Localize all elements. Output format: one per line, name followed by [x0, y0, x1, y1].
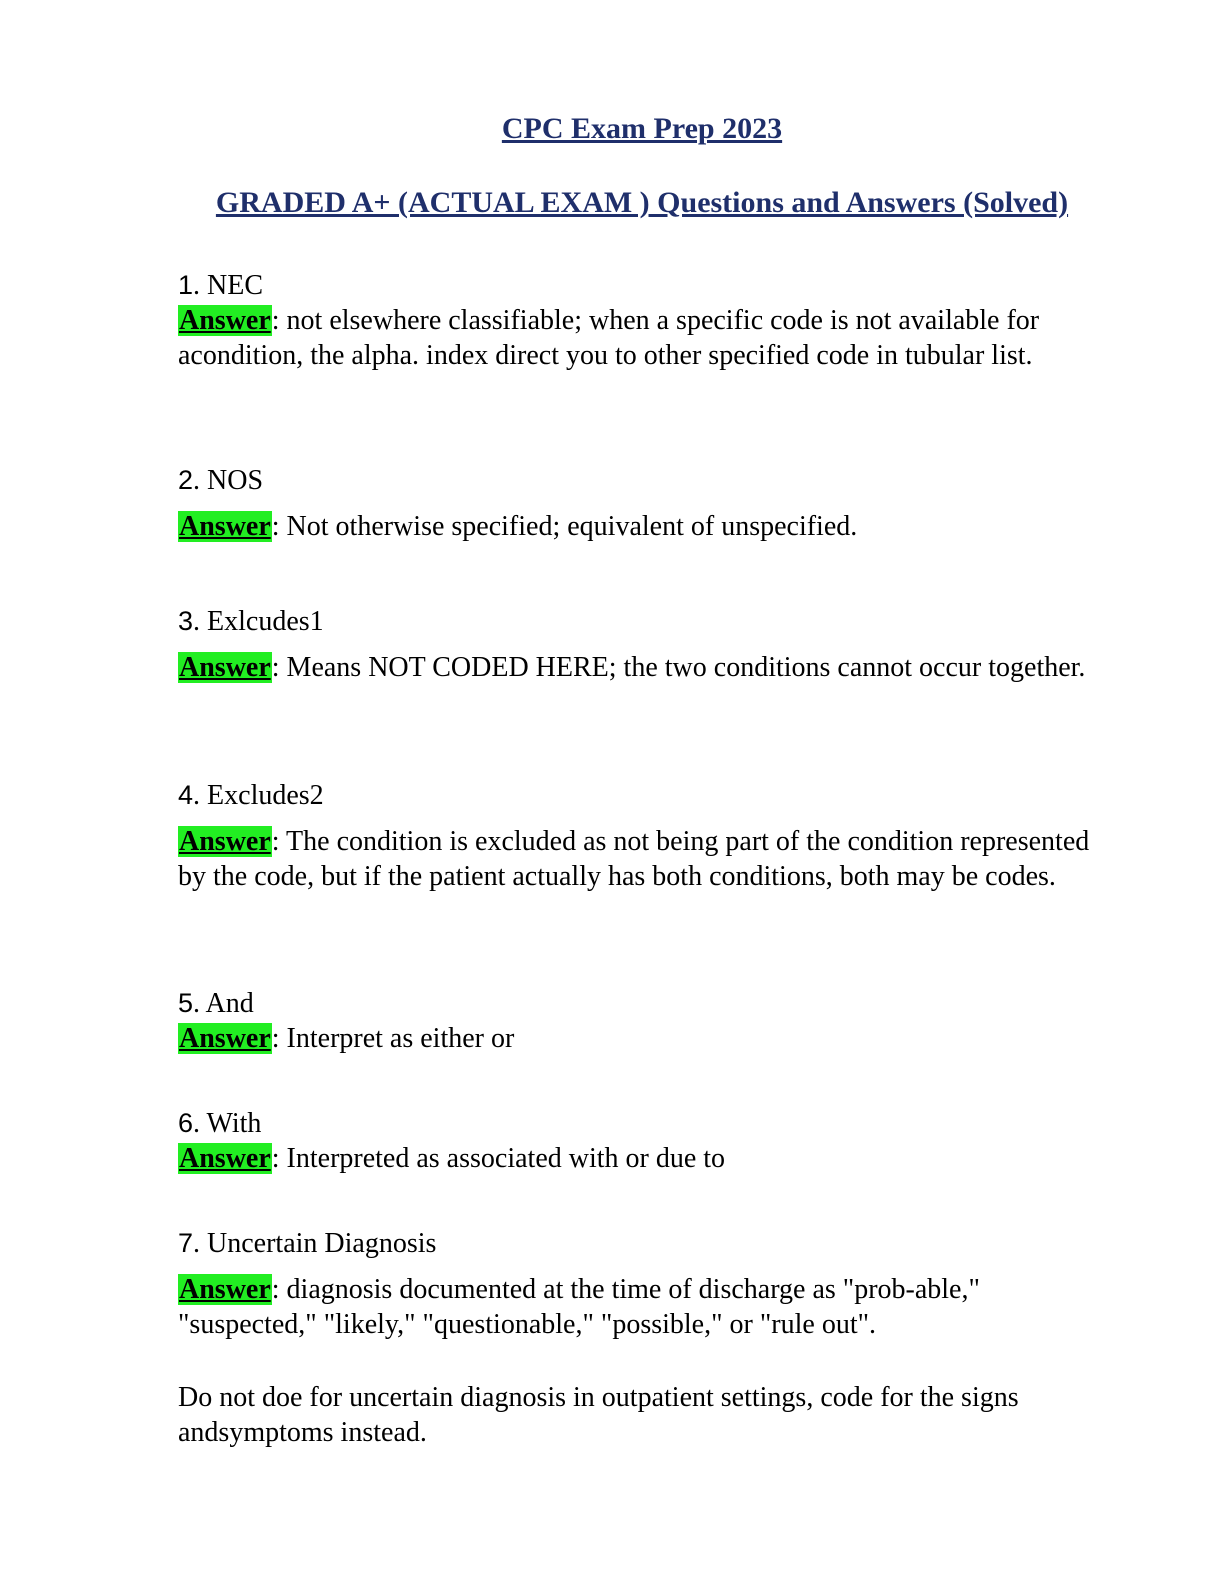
- question-line: 1. NEC: [178, 270, 264, 301]
- answer-label: Answer: [179, 305, 271, 336]
- answer-label: Answer: [179, 1143, 271, 1174]
- question-term: NEC: [207, 270, 264, 301]
- question-number: 1: [178, 270, 194, 300]
- answer-paragraph: [178, 303, 1108, 373]
- qa-item-5: [178, 986, 1108, 1056]
- qa-item-2: [178, 463, 1108, 544]
- question-line: 6. With: [178, 1108, 262, 1139]
- answer-label: Answer: [179, 1274, 271, 1305]
- question-number: 3: [178, 606, 194, 636]
- answer-paragraph: [178, 1141, 1108, 1176]
- question-line: 5. And: [178, 988, 254, 1019]
- answer-label: Answer: [179, 826, 271, 857]
- question-line: 4. Excludes2: [178, 780, 324, 811]
- answer-label: Answer: [179, 652, 271, 683]
- answer-label: Answer: [179, 511, 271, 542]
- answer-text: : Interpret as either or: [271, 1023, 515, 1054]
- answer-text: : Not otherwise specified; equivalent of unspecified.: [271, 511, 858, 542]
- qa-item-3: [178, 604, 1108, 685]
- answer-paragraph: [178, 1272, 1108, 1342]
- answer-text: : The condition is excluded as not being part of the condition represented by the code, but if the patient actually has both conditions, both may be codes.: [178, 826, 1090, 892]
- question-number: 5: [178, 988, 194, 1018]
- question-line: 2. NOS: [178, 465, 264, 496]
- question-term: Uncertain Diagnosis: [207, 1228, 437, 1259]
- qa-item-6: [178, 1106, 1108, 1176]
- question-line: 7. Uncertain Diagnosis: [178, 1228, 437, 1259]
- answer-label: Answer: [179, 1023, 271, 1054]
- answer-text: : Means NOT CODED HERE; the two conditions cannot occur together.: [271, 652, 1086, 683]
- question-term: NOS: [207, 465, 264, 496]
- answer-paragraph: [178, 1021, 1108, 1056]
- question-number: 2: [178, 465, 194, 495]
- question-term: With: [206, 1108, 262, 1139]
- answer-paragraph: [178, 824, 1108, 894]
- answer-paragraph: [178, 509, 1108, 544]
- document-title: CPC Exam Prep 2023: [501, 112, 783, 145]
- document-subtitle: GRADED A+ (ACTUAL EXAM ) Questions and Answers (Solved): [215, 186, 1069, 219]
- closing-note: Do not doe for uncertain diagnosis in outpatient settings, code for the signs andsymptoms instead.: [178, 1382, 1019, 1448]
- qa-item-7: [178, 1226, 1108, 1342]
- question-term: Excludes2: [207, 780, 324, 811]
- qa-item-4: [178, 778, 1108, 894]
- answer-text: : Interpreted as associated with or due to: [271, 1143, 726, 1174]
- question-number: 7: [178, 1228, 194, 1258]
- question-term: And: [205, 988, 254, 1019]
- answer-text: : not elsewhere classifiable; when a specific code is not available for acondition, the alpha. index direct you to other specified code in tubular list.: [178, 305, 1040, 371]
- question-number: 6: [178, 1108, 194, 1138]
- answer-text: : diagnosis documented at the time of discharge as "prob-able," "suspected," "likely," "questionable," "possible," or "rule out".: [178, 1274, 980, 1340]
- question-term: Exlcudes1: [207, 606, 324, 637]
- question-line: 3. Exlcudes1: [178, 606, 324, 637]
- answer-paragraph: [178, 650, 1108, 685]
- question-number: 4: [178, 780, 194, 810]
- qa-item-1: [178, 268, 1108, 373]
